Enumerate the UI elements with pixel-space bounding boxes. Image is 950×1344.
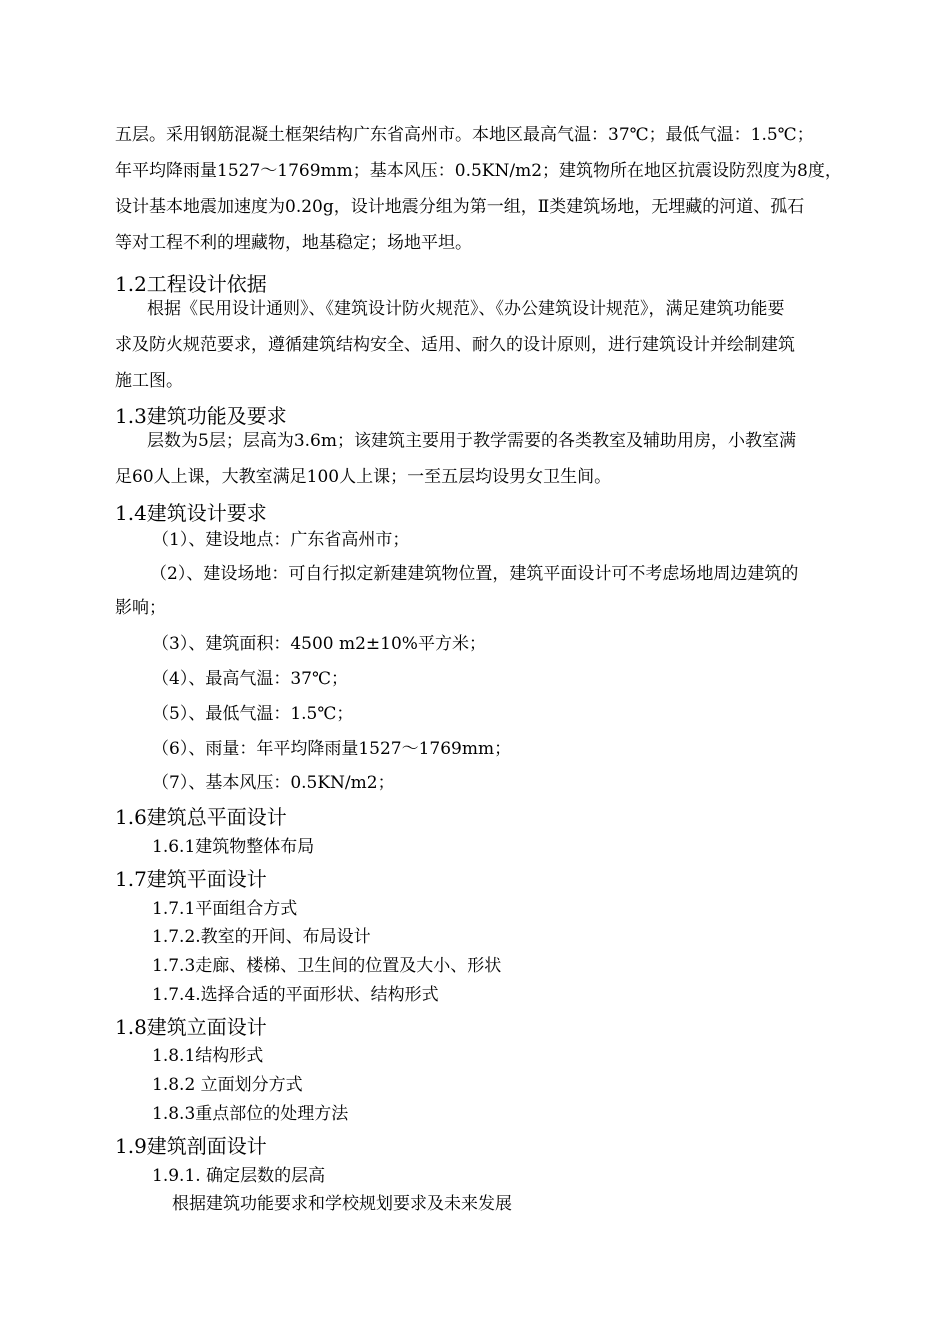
paragraph-line: 施工图。 bbox=[115, 371, 183, 391]
section-1-3-paragraph bbox=[115, 423, 860, 495]
section-heading-1-9: 1.9建筑剖面设计 bbox=[115, 1134, 267, 1158]
intro-paragraph bbox=[115, 117, 860, 261]
requirement-item: （7）、基本风压：0.5KN/m2； bbox=[152, 773, 395, 793]
requirement-item: （1）、建设地点：广东省高州市； bbox=[152, 530, 410, 550]
requirement-item: （4）、最高气温：37℃； bbox=[152, 669, 348, 689]
section-1-2-paragraph bbox=[115, 291, 860, 399]
section-heading-1-3: 1.3建筑功能及要求 bbox=[115, 404, 287, 428]
section-heading-1-4: 1.4建筑设计要求 bbox=[115, 501, 267, 525]
paragraph-line: 求及防火规范要求，遵循建筑结构安全、适用、耐久的设计原则，进行建筑设计并绘制建筑 bbox=[115, 335, 795, 355]
paragraph-line: 根据《民用设计通则》、《建筑设计防火规范》、《办公建筑设计规范》，满足建筑功能要 bbox=[147, 299, 785, 319]
requirement-item: （3）、建筑面积：4500 m2±10%平方米； bbox=[152, 634, 486, 654]
subsection-heading: 1.8.1结构形式 bbox=[152, 1046, 264, 1066]
paragraph-line: 足60人上课，大教室满足100人上课；一至五层均设男女卫生间。 bbox=[115, 467, 612, 487]
requirement-item: （6）、雨量：年平均降雨量1527～1769mm； bbox=[152, 739, 512, 759]
subsection-heading: 1.7.1平面组合方式 bbox=[152, 899, 298, 919]
body-text-line: 根据建筑功能要求和学校规划要求及未来发展 bbox=[172, 1194, 512, 1214]
subsection-heading: 1.8.3重点部位的处理方法 bbox=[152, 1104, 349, 1124]
intro-line: 等对工程不利的埋藏物，地基稳定；场地平坦。 bbox=[115, 233, 472, 253]
intro-line: 设计基本地震加速度为0.20g，设计地震分组为第一组，Ⅱ类建筑场地，无埋藏的河道、孤石 bbox=[115, 197, 805, 217]
section-heading-1-2: 1.2工程设计依据 bbox=[115, 272, 267, 296]
intro-line: 五层。采用钢筋混凝土框架结构广东省高州市。本地区最高气温：37℃；最低气温：1.5℃； bbox=[115, 125, 814, 145]
requirement-item: （5）、最低气温：1.5℃； bbox=[152, 704, 354, 724]
requirement-item: 影响； bbox=[115, 598, 166, 618]
section-heading-1-6: 1.6建筑总平面设计 bbox=[115, 805, 287, 829]
section-heading-1-7: 1.7建筑平面设计 bbox=[115, 867, 267, 891]
section-heading-1-8: 1.8建筑立面设计 bbox=[115, 1015, 267, 1039]
intro-line: 年平均降雨量1527～1769mm；基本风压：0.5KN/m2；建筑物所在地区抗震设防烈度为8度， bbox=[115, 161, 842, 181]
subsection-heading: 1.7.3走廊、楼梯、卫生间的位置及大小、形状 bbox=[152, 956, 502, 976]
subsection-heading: 1.9.1. 确定层数的层高 bbox=[152, 1166, 326, 1186]
subsection-heading: 1.7.4.选择合适的平面形状、结构形式 bbox=[152, 985, 439, 1005]
subsection-heading: 1.7.2.教室的开间、布局设计 bbox=[152, 927, 371, 947]
subsection-heading: 1.6.1建筑物整体布局 bbox=[152, 837, 315, 857]
paragraph-line: 层数为5层；层高为3.6m；该建筑主要用于教学需要的各类教室及辅助用房，小教室满 bbox=[147, 431, 796, 451]
subsection-heading: 1.8.2 立面划分方式 bbox=[152, 1075, 303, 1095]
requirement-item: （2）、建设场地：可自行拟定新建建筑物位置，建筑平面设计可不考虑场地周边建筑的 bbox=[150, 564, 799, 584]
